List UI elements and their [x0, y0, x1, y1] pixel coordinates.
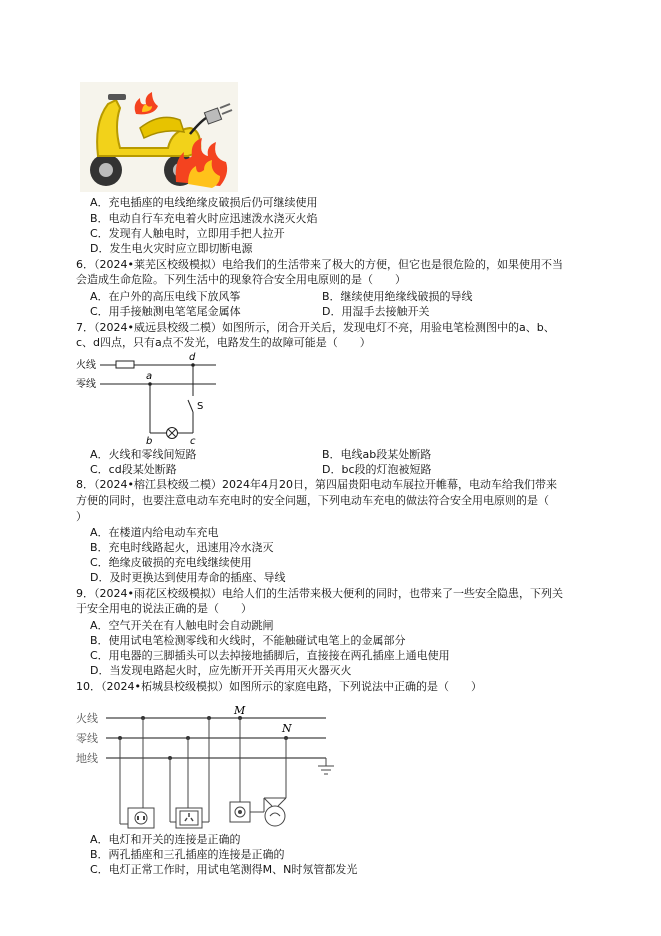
q7-option-d: D．bc段的灯泡被短路	[322, 463, 432, 476]
q9-stem-line1: 9．（2024•雨花区校级模拟）电给人们的生活带来极大便利的同时，也带来了一些安全隐患，下列关	[76, 587, 563, 600]
q8-stem-line2: 方便的同时，也要注意电动车充电时的安全问题，下列电动车充电的做法符合安全用电原则的是（	[76, 494, 549, 507]
q7-stem-line2: c、d四点，只有a点不发光，电路发生的故障可能是（ ）	[76, 336, 371, 349]
q10-neutral-label: 零线	[76, 732, 98, 745]
q10-point-m: M	[234, 706, 246, 717]
q8-option-b: B．充电时线路起火，迅速用冷水浇灭	[90, 541, 274, 554]
q10-point-n: N	[282, 722, 292, 735]
q10-option-b: B．两孔插座和三孔插座的连接是正确的	[90, 848, 285, 861]
q9-option-b: B．使用试电笔检测零线和火线时，不能触碰试电笔上的金属部分	[90, 634, 406, 647]
q9-option-d: D．当发现电路起火时，应先断开开关再用灭火器灭火	[90, 664, 352, 677]
q5-option-c: C．发现有人触电时，立即用手把人拉开	[90, 227, 285, 240]
q7-point-c: c	[190, 436, 196, 445]
q7-option-c: C．cd段某处断路	[90, 463, 177, 476]
q9-option-a: A．空气开关在有人触电时会自动跳闸	[90, 619, 274, 632]
q5-option-a: A．充电插座的电线绝缘皮破损后仍可继续使用	[90, 196, 318, 209]
q10-option-c: C．电灯正常工作时，用试电笔测得M、N时氖管都发光	[90, 863, 358, 876]
q7-point-a: a	[146, 371, 153, 382]
q8-option-a: A．在楼道内给电动车充电	[90, 526, 219, 539]
q7-stem-line1: 7．（2024•威远县校级二模）如图所示，闭合开关后，发现电灯不亮，用验电笔检测图中的a、b、	[76, 321, 555, 334]
q8-stem-line3: ）	[76, 510, 87, 523]
q8-option-c: C．绝缘皮破损的充电线继续使用	[90, 556, 252, 569]
q8-option-d: D．及时更换达到使用寿命的插座、导线	[90, 571, 286, 584]
q6-option-c: C．用手接触测电笔笔尾金属体	[90, 305, 241, 318]
q10-option-a: A．电灯和开关的连接是正确的	[90, 833, 241, 846]
q7-neutral-label: 零线	[76, 379, 96, 390]
scooter-fire-figure	[80, 82, 238, 192]
q7-live-label: 火线	[76, 360, 96, 371]
q10-live-label: 火线	[76, 712, 98, 725]
q6-option-d: D．用湿手去接触开关	[322, 305, 430, 318]
q7-point-b: b	[146, 436, 153, 445]
q7-option-b: B．电线ab段某处断路	[322, 448, 432, 461]
q7-option-a: A．火线和零线间短路	[90, 448, 197, 461]
q7-point-d: d	[189, 352, 196, 363]
q10-stem: 10．（2024•柘城县校级模拟）如图所示的家庭电路，下列说法中正确的是（ ）	[76, 680, 482, 693]
q6-stem-line1: 6．（2024•莱芜区校级模拟）电给我们的生活带来了极大的方便，但它也是很危险的，如果使用不当	[76, 258, 563, 271]
q6-option-b: B．继续使用绝缘线破损的导线	[322, 290, 473, 303]
q6-stem-line2: 会造成生命危险。下列生活中的现象符合安全用电原则的是（ ）	[76, 273, 406, 286]
q6-option-a: A．在户外的高压电线下放风筝	[90, 290, 241, 303]
q5-option-b: B．电动自行车充电着火时应迅速泼水浇灭火焰	[90, 212, 318, 225]
q10-household-circuit-diagram	[76, 706, 338, 834]
q5-option-d: D．发生电火灾时应立即切断电源	[90, 242, 253, 255]
q9-stem-line2: 于安全用电的说法正确的是（ ）	[76, 602, 252, 615]
q8-stem-line1: 8．（2024•榕江县校级二模）2024年4月20日，第四届贵阳电动车展拉开帷幕，电动车给我们带来	[76, 478, 557, 491]
q9-option-c: C．用电器的三脚插头可以去掉接地插脚后，直接接在两孔插座上通电使用	[90, 649, 450, 662]
q10-ground-label: 地线	[76, 752, 98, 765]
q7-circuit-diagram	[76, 350, 226, 445]
q7-switch-label: S	[197, 401, 204, 412]
